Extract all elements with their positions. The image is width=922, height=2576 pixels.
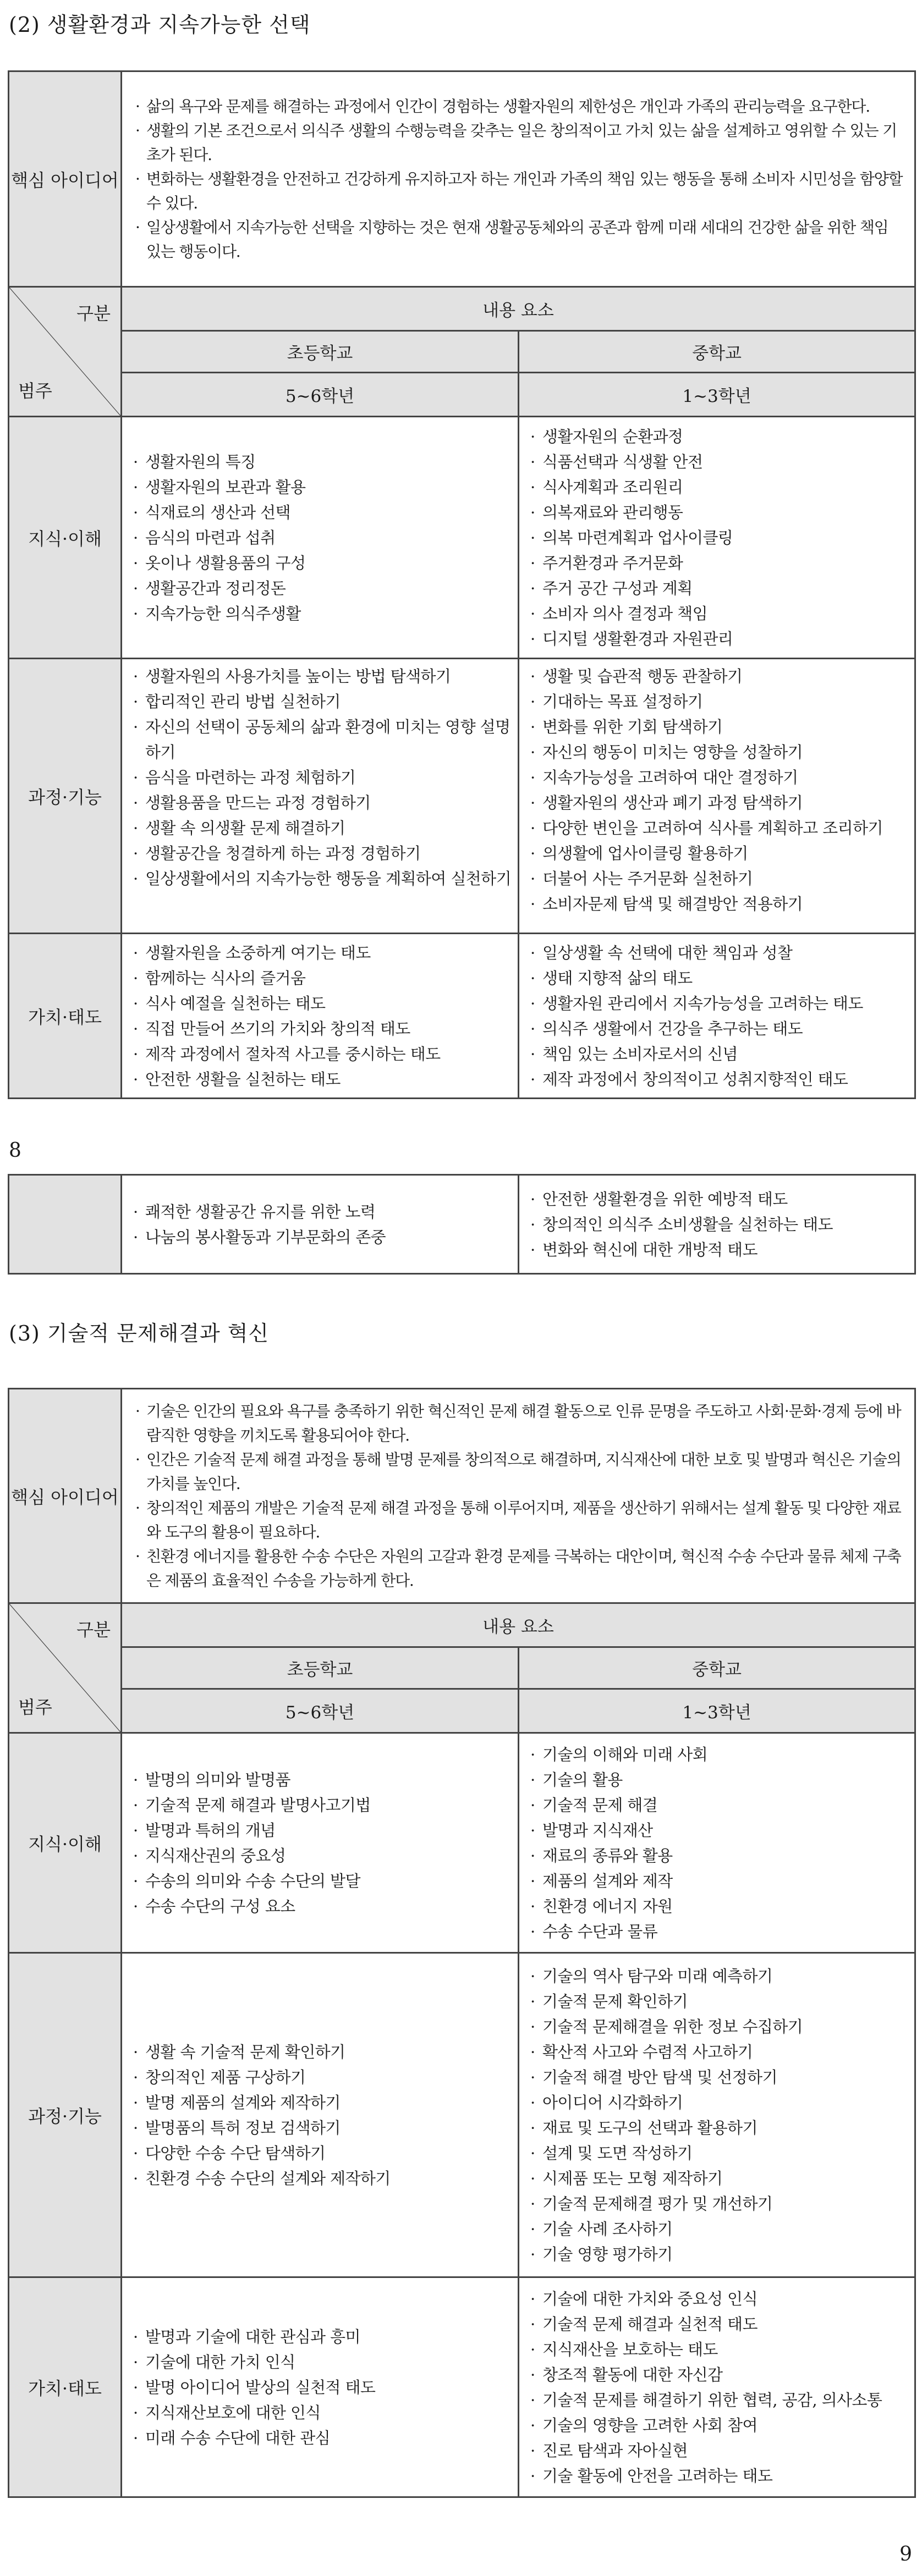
content-item: · 일상생활 속 선택에 대한 책임과 성찰 [530, 940, 911, 966]
middle-cell [519, 934, 915, 1099]
content-list [519, 1959, 914, 2271]
content-item: · 직접 만들어 쓰기의 가치와 창의적 태도 [133, 1016, 514, 1041]
content-item: · 발명의 의미와 발명품 [133, 1767, 514, 1792]
content-item: · 기술의 역사 탐구와 미래 예측하기 [530, 1963, 911, 1989]
section-title: (3) 기술적 문제해결과 혁신 [9, 1321, 270, 1345]
row-label-knowledge: 지식·이해 [9, 1733, 122, 1953]
content-item: · 기대하는 목표 설정하기 [530, 689, 911, 714]
content-item: · 수송 수단과 물류 [530, 1919, 911, 1944]
content-list [122, 1195, 518, 1254]
content-item: · 옷이나 생활용품의 구성 [133, 550, 514, 576]
category-header-cell [9, 1603, 122, 1733]
section-title: (2) 생활환경과 지속가능한 선택 [9, 13, 311, 37]
elementary-cell [122, 417, 519, 659]
content-item: · 다양한 변인을 고려하여 식사를 계획하고 조리하기 [530, 815, 911, 841]
core-idea-list [122, 89, 914, 269]
content-item: · 변화를 위한 기회 탐색하기 [530, 714, 911, 740]
core-idea-cell [122, 71, 915, 287]
continuation-label-cell [9, 1175, 122, 1274]
content-list [122, 2035, 518, 2196]
core-idea-label: 핵심 아이디어 [9, 71, 122, 287]
core-idea-item: · 변화하는 생활환경을 안전하고 건강하게 유지하고자 하는 개인과 가족의 책임 있는 행동을 통해 소비자 시민성을 함양할 수 있다. [135, 167, 907, 216]
content-item: · 생활 속 의생활 문제 해결하기 [133, 815, 514, 841]
elementary-cell [122, 1175, 519, 1274]
content-item: · 제작 과정에서 절차적 사고를 중시하는 태도 [133, 1041, 514, 1067]
elementary-header: 초등학교 [122, 331, 519, 373]
content-item: · 기술 활동에 안전을 고려하는 태도 [530, 2463, 911, 2489]
content-item: · 식사 예절을 실천하는 태도 [133, 991, 514, 1016]
content-item: · 기술적 문제해결 평가 및 개선하기 [530, 2191, 911, 2216]
content-item: · 소비자 의사 결정과 책임 [530, 601, 911, 626]
content-item: · 의식주 생활에서 건강을 추구하는 태도 [530, 1016, 911, 1041]
content-elements-header: 내용 요소 [122, 287, 915, 331]
content-item: · 디지털 생활환경과 자원관리 [530, 626, 911, 652]
beomju-label: 범주 [18, 380, 52, 401]
content-list [122, 936, 518, 1096]
content-item: · 확산적 사고와 수렴적 사고하기 [530, 2039, 911, 2065]
content-list [519, 1182, 914, 1267]
content-item: · 설계 및 도면 작성하기 [530, 2141, 911, 2166]
content-list [519, 420, 914, 656]
content-item: · 음식을 마련하는 과정 체험하기 [133, 765, 514, 790]
content-item: · 지속가능성을 고려하여 대안 결정하기 [530, 765, 911, 790]
core-idea-label: 핵심 아이디어 [9, 1389, 122, 1603]
core-idea-item: · 창의적인 제품의 개발은 기술적 문제 해결 과정을 통해 이루어지며, 제품을 생산하기 위해서는 설계 활동 및 다양한 재료와 도구의 활용이 필요하다. [135, 1496, 907, 1545]
content-item: · 제품의 설계와 제작 [530, 1868, 911, 1894]
content-item: · 지속가능한 의식주생활 [133, 601, 514, 626]
content-item: · 안전한 생활을 실천하는 태도 [133, 1067, 514, 1092]
content-item: · 기술적 문제를 해결하기 위한 협력, 공감, 의사소통 [530, 2387, 911, 2413]
content-item: · 생활자원의 특징 [133, 449, 514, 475]
content-item: · 수송의 의미와 수송 수단의 발달 [133, 1868, 514, 1894]
content-item: · 친환경 수송 수단의 설계와 제작하기 [133, 2166, 514, 2191]
content-item: · 식재료의 생산과 선택 [133, 500, 514, 525]
content-item: · 식사계획과 조리원리 [530, 475, 911, 500]
content-item: · 식품선택과 식생활 안전 [530, 449, 911, 475]
content-item: · 창의적인 의식주 소비생활을 실천하는 태도 [530, 1212, 911, 1237]
content-item: · 아이디어 시각화하기 [530, 2090, 911, 2115]
content-item: · 의복재료와 관리행동 [530, 500, 911, 525]
beomju-label: 범주 [18, 1697, 52, 1718]
content-item: · 생활자원을 소중하게 여기는 태도 [133, 940, 514, 966]
content-item: · 기술의 영향을 고려한 사회 참여 [530, 2413, 911, 2438]
continuation-table [8, 1174, 916, 1275]
core-idea-item: · 친환경 에너지를 활용한 수송 수단은 자원의 고갈과 환경 문제를 극복하는 대안이며, 혁신적 수송 수단과 물류 체제 구축은 제품의 효율적인 수송을 가능하게 한다. [135, 1545, 907, 1593]
content-item: · 발명 제품의 설계와 제작하기 [133, 2090, 514, 2115]
content-item: · 기술에 대한 가치 인식 [133, 2349, 514, 2375]
content-list [519, 1737, 914, 1949]
content-item: · 재료의 종류와 활용 [530, 1843, 911, 1868]
content-item: · 창조적 활동에 대한 자신감 [530, 2362, 911, 2387]
content-item: · 변화와 혁신에 대한 개방적 태도 [530, 1237, 911, 1262]
content-item: · 생활 속 기술적 문제 확인하기 [133, 2039, 514, 2065]
content-item: · 더불어 사는 주거문화 실천하기 [530, 866, 911, 891]
elementary-cell [122, 934, 519, 1099]
core-idea-item: · 일상생활에서 지속가능한 선택을 지향하는 것은 현재 생활공동체와의 공존과 함께 미래 세대의 건강한 삶을 위한 책임 있는 행동이다. [135, 216, 907, 264]
page-number: 9 [899, 2543, 912, 2566]
middle-cell [519, 1953, 915, 2277]
content-list [122, 1763, 518, 1923]
content-item: · 기술의 활용 [530, 1767, 911, 1792]
content-item: · 생활자원의 사용가치를 높이는 방법 탐색하기 [133, 664, 514, 689]
content-item: · 음식의 마련과 섭취 [133, 525, 514, 550]
middle-header: 중학교 [519, 331, 915, 373]
elementary-cell [122, 659, 519, 934]
row-label-attitude: 가치·태도 [9, 2277, 122, 2497]
content-item: · 합리적인 관리 방법 실천하기 [133, 689, 514, 714]
content-item: · 주거 공간 구성과 계획 [530, 576, 911, 601]
elementary-grade: 5~6학년 [122, 1689, 519, 1733]
row-label-knowledge: 지식·이해 [9, 417, 122, 659]
content-item: · 기술적 문제 확인하기 [530, 1989, 911, 2014]
content-item: · 의생활에 업사이클링 활용하기 [530, 841, 911, 866]
content-item: · 생활 및 습관적 행동 관찰하기 [530, 664, 911, 689]
content-item: · 자신의 선택이 공동체의 삶과 환경에 미치는 영향 설명하기 [133, 714, 514, 765]
content-item: · 제작 과정에서 창의적이고 성취지향적인 태도 [530, 1067, 911, 1092]
content-item: · 기술의 이해와 미래 사회 [530, 1742, 911, 1767]
content-list [519, 2282, 914, 2493]
content-item: · 창의적인 제품 구상하기 [133, 2065, 514, 2090]
content-item: · 생활자원 관리에서 지속가능성을 고려하는 태도 [530, 991, 911, 1016]
content-item: · 발명 아이디어 발상의 실천적 태도 [133, 2375, 514, 2400]
content-item: · 진로 탐색과 자아실현 [530, 2438, 911, 2463]
content-item: · 나눔의 봉사활동과 기부문화의 존중 [133, 1224, 514, 1250]
row-label-process: 과정·기능 [9, 1953, 122, 2277]
content-item: · 기술적 해결 방안 탐색 및 선정하기 [530, 2065, 911, 2090]
content-item: · 의복 마련계획과 업사이클링 [530, 525, 911, 550]
content-item: · 지식재산권의 중요성 [133, 1843, 514, 1868]
content-item: · 책임 있는 소비자로서의 신념 [530, 1041, 911, 1067]
content-list [519, 659, 914, 921]
content-item: · 기술적 문제 해결과 발명사고기법 [133, 1792, 514, 1818]
core-idea-item: · 기술은 인간의 필요와 욕구를 충족하기 위한 혁신적인 문제 해결 활동으로 인류 문명을 주도하고 사회·문화·경제 등에 바람직한 영향을 끼치도록 활용되어야 한다. [135, 1399, 907, 1448]
middle-cell [519, 659, 915, 934]
middle-grade: 1~3학년 [519, 1689, 915, 1733]
content-list [122, 445, 518, 631]
content-item: · 발명과 기술에 대한 관심과 흥미 [133, 2324, 514, 2349]
content-item: · 지식재산보호에 대한 인식 [133, 2400, 514, 2425]
category-header-cell [9, 287, 122, 417]
middle-grade: 1~3학년 [519, 373, 915, 417]
content-item: · 생활자원의 순환과정 [530, 424, 911, 449]
content-item: · 생활공간과 정리정돈 [133, 576, 514, 601]
core-idea-cell [122, 1389, 915, 1603]
elementary-cell [122, 1953, 519, 2277]
row-label-process: 과정·기능 [9, 659, 122, 934]
content-item: · 지식재산을 보호하는 태도 [530, 2337, 911, 2362]
elementary-header: 초등학교 [122, 1647, 519, 1689]
content-item: · 함께하는 식사의 즐거움 [133, 966, 514, 991]
content-item: · 발명과 지식재산 [530, 1818, 911, 1843]
content-item: · 생활자원의 보관과 활용 [133, 475, 514, 500]
content-item: · 쾌적한 생활공간 유지를 위한 노력 [133, 1199, 514, 1224]
content-item: · 일상생활에서의 지속가능한 행동을 계획하여 실천하기 [133, 866, 514, 891]
content-item: · 기술적 문제해결을 위한 정보 수집하기 [530, 2014, 911, 2039]
middle-cell [519, 1175, 915, 1274]
core-idea-list [122, 1394, 914, 1598]
content-item: · 발명품의 특허 정보 검색하기 [133, 2115, 514, 2141]
middle-cell [519, 417, 915, 659]
gubun-label: 구분 [76, 1619, 111, 1640]
core-idea-item: · 인간은 기술적 문제 해결 과정을 통해 발명 문제를 창의적으로 해결하며, 지식재산에 대한 보호 및 발명과 혁신은 기술의 가치를 높인다. [135, 1448, 907, 1496]
content-item: · 친환경 에너지 자원 [530, 1894, 911, 1919]
elementary-cell [122, 1733, 519, 1953]
content-elements-header: 내용 요소 [122, 1603, 915, 1647]
content-list [122, 2320, 518, 2455]
curriculum-table [8, 70, 916, 1099]
row-label-attitude: 가치·태도 [9, 934, 122, 1099]
gubun-label: 구분 [76, 303, 111, 324]
page-number: 8 [9, 1139, 21, 1162]
middle-cell [519, 2277, 915, 2497]
content-item: · 발명과 특허의 개념 [133, 1818, 514, 1843]
content-item: · 미래 수송 수단에 대한 관심 [133, 2425, 514, 2451]
content-item: · 다양한 수송 수단 탐색하기 [133, 2141, 514, 2166]
content-item: · 재료 및 도구의 선택과 활용하기 [530, 2115, 911, 2141]
elementary-cell [122, 2277, 519, 2497]
content-item: · 기술 영향 평가하기 [530, 2242, 911, 2267]
content-item: · 주거환경과 주거문화 [530, 550, 911, 576]
content-item: · 안전한 생활환경을 위한 예방적 태도 [530, 1187, 911, 1212]
curriculum-table [8, 1388, 916, 2498]
middle-cell [519, 1733, 915, 1953]
content-item: · 기술에 대한 가치와 중요성 인식 [530, 2286, 911, 2312]
content-item: · 시제품 또는 모형 제작하기 [530, 2166, 911, 2191]
content-item: · 기술적 문제 해결 [530, 1792, 911, 1818]
content-item: · 소비자문제 탐색 및 해결방안 적용하기 [530, 891, 911, 917]
content-item: · 생태 지향적 삶의 태도 [530, 966, 911, 991]
content-item: · 수송 수단의 구성 요소 [133, 1894, 514, 1919]
core-idea-item: · 생활의 기본 조건으로서 의식주 생활의 수행능력을 갖추는 일은 창의적이고 가치 있는 삶을 설계하고 영위할 수 있는 기초가 된다. [135, 119, 907, 167]
content-item: · 생활용품을 만드는 과정 경험하기 [133, 790, 514, 815]
content-item: · 생활공간을 청결하게 하는 과정 경험하기 [133, 841, 514, 866]
middle-header: 중학교 [519, 1647, 915, 1689]
content-item: · 생활자원의 생산과 폐기 과정 탐색하기 [530, 790, 911, 815]
core-idea-item: · 삶의 욕구와 문제를 해결하는 과정에서 인간이 경험하는 생활자원의 제한성은 개인과 가족의 관리능력을 요구한다. [135, 95, 907, 119]
content-item: · 자신의 행동이 미치는 영향을 성찰하기 [530, 740, 911, 765]
content-item: · 기술 사례 조사하기 [530, 2216, 911, 2242]
content-list [519, 936, 914, 1096]
content-list [122, 659, 518, 896]
elementary-grade: 5~6학년 [122, 373, 519, 417]
content-item: · 기술적 문제 해결과 실천적 태도 [530, 2312, 911, 2337]
